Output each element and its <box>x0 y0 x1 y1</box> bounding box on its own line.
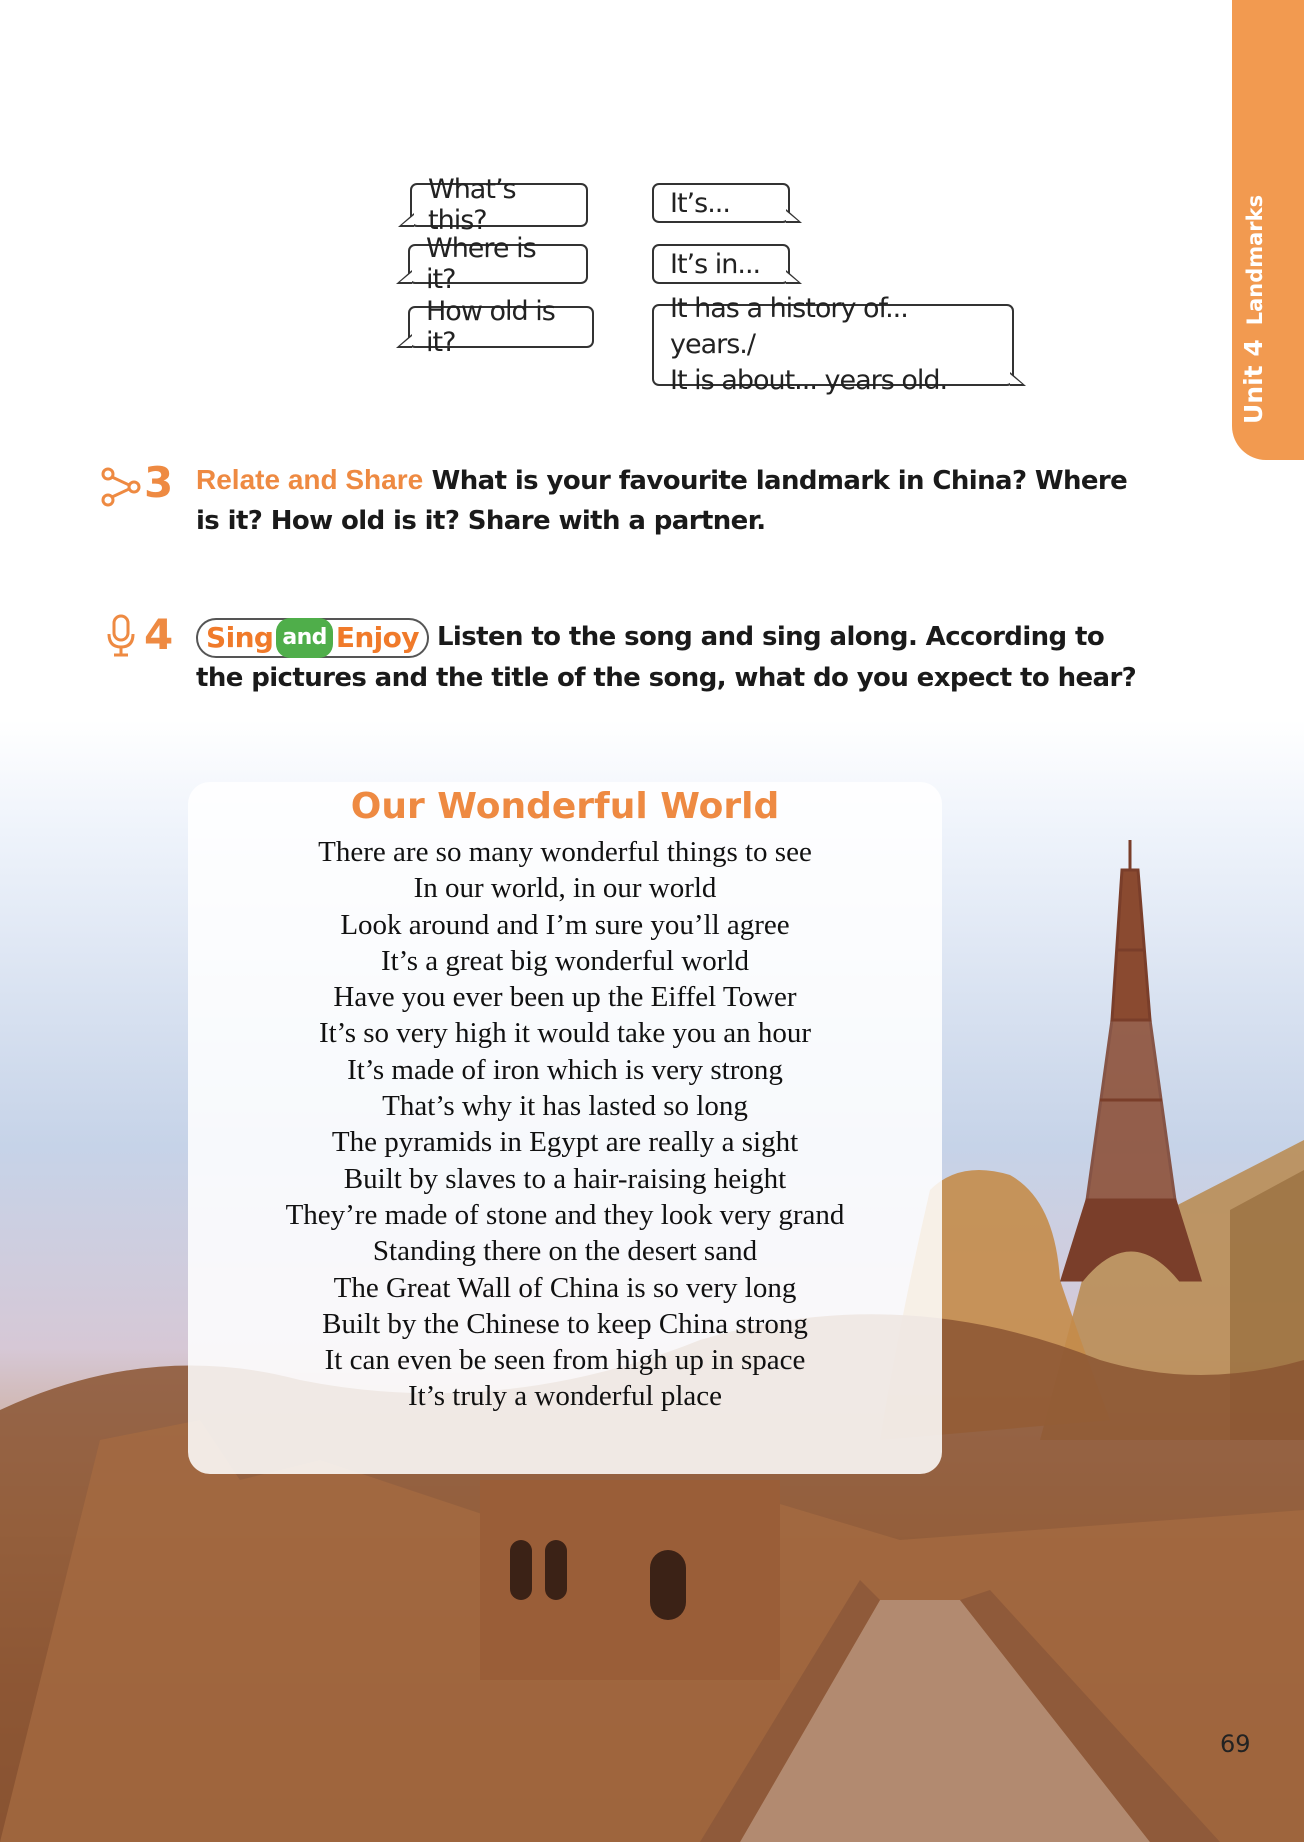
bubble-answer-its-in <box>652 244 790 284</box>
lyric-line: That’s why it has lasted so long <box>382 1090 748 1123</box>
unit-number: Unit 4 <box>1239 339 1268 424</box>
logo-enjoy: Enjoy <box>335 620 419 654</box>
lyric-line: Look around and I’m sure you’ll agree <box>340 908 790 941</box>
activity-3-text: What is your favourite landmark in China? Where is it? How old is it? Share with a partner. <box>196 466 1128 536</box>
bubble-text: How old is it? <box>426 296 555 358</box>
unit-title: Landmarks <box>1243 194 1267 326</box>
activity-4-number: 4 <box>144 610 174 659</box>
bubble-answer-its <box>652 183 790 223</box>
bubble-question-whats-this <box>410 174 588 236</box>
page-number: 69 <box>1220 1730 1251 1758</box>
activity-3-number: 3 <box>144 458 174 507</box>
logo-sing: Sing <box>206 620 274 654</box>
lyric-line: Have you ever been up the Eiffel Tower <box>333 981 797 1014</box>
bubble-text: What’s this? <box>428 174 516 236</box>
bubble-question-how-old <box>408 296 594 358</box>
eiffel-tower-shape <box>1062 840 1200 1280</box>
bubble-text: It’s in... <box>670 248 761 280</box>
activity-3-heading: Relate and Share <box>196 464 424 495</box>
bubble-answer-history <box>652 293 1014 396</box>
bubble-text: Where is it? <box>426 233 536 295</box>
activity-4-text: Listen to the song and sing along. According to the pictures and the title of the song, what do you expect to hear? <box>196 622 1137 693</box>
bubble-text: It’s... <box>670 187 730 219</box>
lyric-line: The pyramids in Egypt are really a sight <box>331 1126 799 1159</box>
bubble-text-line2: It is about... years old. <box>670 365 948 396</box>
lyric-line: They’re made of stone and they look very grand <box>285 1198 845 1231</box>
lyric-line: It’s made of iron which is very strong <box>347 1053 783 1086</box>
bubble-text-line1: It has a history of... years./ <box>670 293 908 360</box>
activity-4-instruction <box>196 617 1156 698</box>
lyric-line: It’s so very high it would take you an hour <box>318 1017 812 1050</box>
unit-label <box>1239 195 1268 424</box>
lyric-line: It’s a great big wonderful world <box>380 944 750 977</box>
activity-3-instruction <box>196 460 1156 541</box>
lyric-line: In our world, in our world <box>413 872 717 905</box>
share-network-icon <box>100 466 142 508</box>
logo-and: and <box>276 618 332 658</box>
song-lyrics-card <box>188 782 942 1474</box>
lyric-line: The Great Wall of China is so very long <box>333 1271 797 1304</box>
song-title: Our Wonderful World <box>350 786 780 827</box>
microphone-icon <box>106 614 136 658</box>
bubble-question-where-is-it <box>408 233 588 295</box>
lyric-line: It can even be seen from high up in space <box>324 1344 806 1377</box>
lyric-line: It’s truly a wonderful place <box>407 1380 723 1413</box>
song-lyrics <box>188 834 942 1415</box>
lyric-line: Standing there on the desert sand <box>372 1235 758 1268</box>
sing-and-enjoy-logo <box>196 618 429 658</box>
unit-side-tab <box>1232 0 1304 460</box>
lyric-line: Built by the Chinese to keep China strong <box>322 1307 808 1340</box>
lyric-line: There are so many wonderful things to see <box>318 836 812 868</box>
lyric-line: Built by slaves to a hair-raising height <box>343 1162 787 1195</box>
